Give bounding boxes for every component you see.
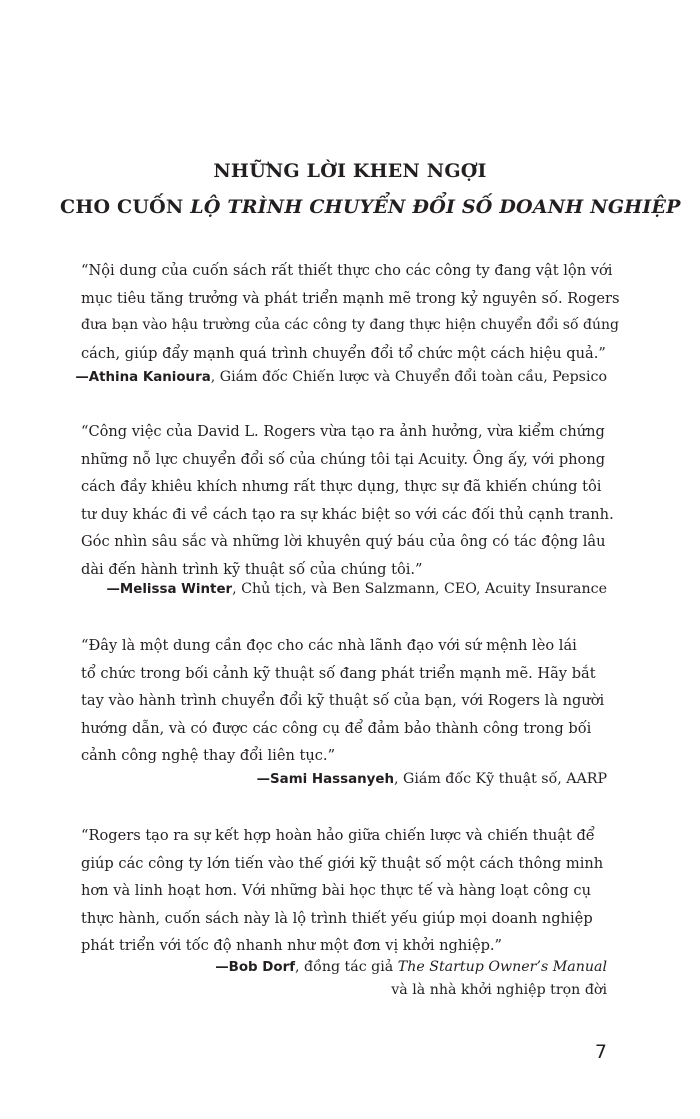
quote-line: “Đây là một dung cần đọc cho các nhà lãnh đạo với sứ mệnh lèo lái — [81, 637, 577, 654]
attribution-name: Bob Dorf — [228, 960, 296, 975]
testimonial-attribution — [215, 956, 607, 1002]
quote-line: tổ chức trong bối cảnh kỹ thuật số đang phát triển mạnh mẽ. Hãy bắt — [81, 664, 596, 682]
attribution-book-title: The Startup Owner’s Manual — [397, 959, 607, 975]
page-title: NHỮNG LỜI KHEN NGỢI — [213, 160, 487, 182]
page-number: 7 — [594, 1041, 607, 1063]
testimonial-quote — [81, 418, 621, 584]
attribution-line — [215, 956, 607, 979]
quote-line: tay vào hành trình chuyển đổi kỹ thuật số của bạn, với Rogers là người — [81, 692, 605, 710]
attribution-line-2: và là nhà khởi nghiệp trọn đời — [391, 982, 607, 998]
testimonial-quote — [81, 822, 621, 960]
quote-line: Góc nhìn sâu sắc và những lời khuyên quý báu của ông có tác động lâu — [81, 533, 606, 551]
subtitle-prefix: CHO CUỐN — [60, 196, 191, 218]
quote-line: đưa bạn vào hậu trường của các công ty đang thực hiện chuyển đổi số đúng — [81, 317, 619, 334]
attribution-role: , Chủ tịch, và Ben Salzmann, CEO, Acuity Insurance — [232, 581, 607, 597]
quote-line: thực hành, cuốn sách này là lộ trình thiết yếu giúp mọi doanh nghiệp — [81, 909, 593, 927]
testimonial-attribution — [257, 768, 607, 791]
attribution-dash: — — [215, 960, 229, 975]
quote-line: hướng dẫn, và có được các công cụ để đảm bảo thành công trong bối — [81, 719, 592, 737]
quote-line: dài đến hành trình kỹ thuật số của chúng tôi.” — [81, 560, 423, 578]
quote-line: hơn và linh hoạt hơn. Với những bài học thực tế và hàng loạt công cụ — [81, 882, 591, 900]
quote-line: giúp các công ty lớn tiến vào thế giới kỹ thuật số một cách thông minh — [81, 854, 604, 872]
quote-line: những nỗ lực chuyển đổi số của chúng tôi tại Acuity. Ông ấy, với phong — [81, 450, 606, 468]
attribution-role: , đồng tác giả — [295, 959, 398, 975]
quote-line: “Rogers tạo ra sự kết hợp hoàn hảo giữa chiến lược và chiến thuật để — [81, 827, 595, 844]
page-subtitle — [60, 196, 681, 218]
testimonial-quote — [81, 257, 621, 367]
quote-line: “Công việc của David L. Rogers vừa tạo ra ảnh hưởng, vừa kiểm chứng — [81, 423, 605, 440]
attribution-dash: — — [256, 772, 271, 787]
quote-line: mục tiêu tăng trưởng và phát triển mạnh mẽ trong kỷ nguyên số. Rogers — [81, 289, 620, 307]
subtitle-book-title: LỘ TRÌNH CHUYỂN ĐỔI SỐ DOANH NGHIỆP — [190, 196, 681, 218]
attribution-role: , Giám đốc Kỹ thuật số, AARP — [394, 771, 607, 787]
attribution-dash: — — [106, 582, 120, 597]
quote-line: tư duy khác đi về cách tạo ra sự khác biệt so với các đối thủ cạnh tranh. — [81, 505, 614, 523]
attribution-role: , Giám đốc Chiến lược và Chuyển đổi toàn cầu, Pepsico — [210, 369, 607, 385]
attribution-name: Athina Kanioura — [88, 370, 211, 385]
attribution-name: Sami Hassanyeh — [270, 772, 394, 787]
testimonial-quote — [81, 632, 621, 770]
attribution-dash: — — [75, 370, 89, 385]
testimonial-attribution — [107, 578, 607, 601]
quote-line: cách, giúp đẩy mạnh quá trình chuyển đổi tổ chức một cách hiệu quả.” — [81, 344, 606, 362]
quote-line: cảnh công nghệ thay đổi liên tục.” — [81, 747, 336, 765]
quote-line: “Nội dung của cuốn sách rất thiết thực cho các công ty đang vật lộn với — [81, 262, 613, 279]
testimonial-attribution — [75, 366, 607, 389]
quote-line: phát triển với tốc độ nhanh như một đơn vị khởi nghiệp.” — [81, 937, 503, 955]
attribution-name: Melissa Winter — [119, 582, 233, 597]
quote-line: cách đầy khiêu khích nhưng rất thực dụng, thực sự đã khiến chúng tôi — [81, 478, 602, 496]
